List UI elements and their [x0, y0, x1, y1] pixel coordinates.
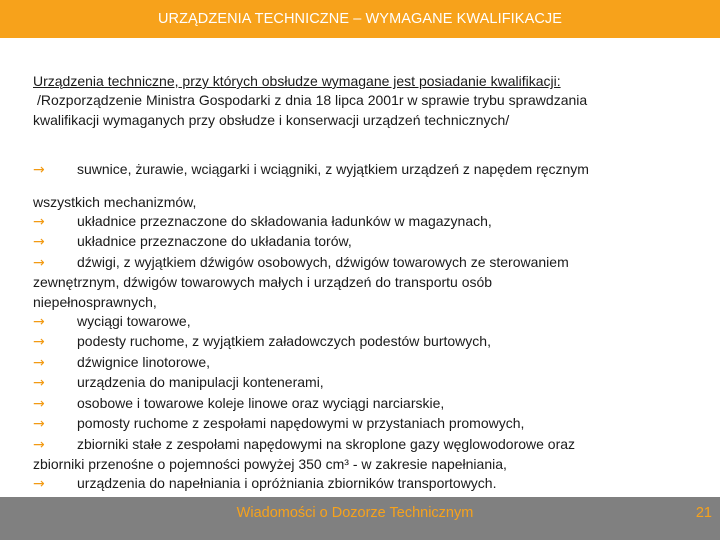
regulation-reference-line-2: kwalifikacji wymaganych przy obsłudze i konserwacji urządzeń technicznych/: [33, 111, 510, 128]
list-item-text: urządzenia do napełniania i opróżniania zbiorników transportowych.: [77, 475, 497, 492]
list-item: [33, 332, 693, 352]
arrow-bullet-icon: →: [33, 214, 45, 231]
list-item: [33, 373, 693, 393]
list-item-text: dźwigi, z wyjątkiem dźwigów osobowych, dźwigów towarowych ze sterowaniem: [77, 253, 569, 270]
page-number: 21: [695, 505, 712, 521]
slide-content: [33, 72, 693, 495]
list-item-text: suwnice, żurawie, wciągarki i wciągniki, z wyjątkiem urządzeń z napędem ręcznym: [77, 161, 589, 178]
list-continuation: wszystkich mechanizmów,: [33, 193, 197, 210]
regulation-reference-line-1: /Rozporządzenie Ministra Gospodarki z dnia 18 lipca 2001r w sprawie trybu sprawdzania: [37, 92, 588, 109]
list-continuation: zbiorniki przenośne o pojemności powyżej 350 cm³ - w zakresie napełniania,: [33, 455, 507, 472]
list-continuation: niepełnosprawnych,: [33, 293, 157, 310]
list-item-text: układnice przeznaczone do układania torów,: [77, 233, 352, 250]
list-item: [33, 160, 693, 180]
list-item-text: układnice przeznaczone do składowania ładunków w magazynach,: [77, 213, 492, 230]
arrow-bullet-icon: →: [33, 476, 45, 493]
list-item: [33, 474, 693, 494]
arrow-bullet-icon: →: [33, 334, 45, 351]
list-item-text: osobowe i towarowe koleje linowe oraz wyciągi narciarskie,: [77, 394, 445, 411]
list-item: [33, 353, 693, 373]
list-item-text: wyciągi towarowe,: [77, 313, 191, 330]
arrow-bullet-icon: →: [33, 436, 45, 453]
slide-title: URZĄDZENIA TECHNICZNE – WYMAGANE KWALIFIKACJE: [157, 11, 563, 27]
list-item: [33, 414, 693, 434]
arrow-bullet-icon: →: [33, 234, 45, 251]
arrow-bullet-icon: →: [33, 416, 45, 433]
arrow-bullet-icon: →: [33, 314, 45, 331]
list-item: [33, 232, 693, 252]
arrow-bullet-icon: →: [33, 162, 45, 179]
slide-header: [0, 0, 720, 38]
list-item-text: podesty ruchome, z wyjątkiem załadowczych podestów burtowych,: [77, 333, 491, 350]
arrow-bullet-icon: →: [33, 354, 45, 371]
arrow-bullet-icon: →: [33, 254, 45, 271]
list-continuation: zewnętrznym, dźwigów towarowych małych i urządzeń do transportu osób: [33, 274, 493, 291]
list-item-text: pomosty ruchome z zespołami napędowymi w przystaniach promowych,: [77, 415, 525, 432]
list-item: [33, 312, 693, 332]
intro-heading: Urządzenia techniczne, przy których obsłudze wymagane jest posiadanie kwalifikacji:: [33, 73, 561, 89]
list-item: [33, 435, 693, 455]
footer-title: Wiadomości o Dozorze Technicznym: [236, 505, 474, 521]
list-item: [33, 394, 693, 414]
list-item-text: dźwignice linotorowe,: [77, 353, 211, 370]
arrow-bullet-icon: →: [33, 375, 45, 392]
list-item: [33, 212, 693, 232]
arrow-bullet-icon: →: [33, 395, 45, 412]
list-item-text: zbiorniki stałe z zespołami napędowymi na skroplone gazy węglowodorowe oraz: [77, 435, 576, 452]
list-item: [33, 253, 693, 273]
slide-footer: [0, 497, 720, 540]
list-item-text: urządzenia do manipulacji kontenerami,: [77, 374, 324, 391]
